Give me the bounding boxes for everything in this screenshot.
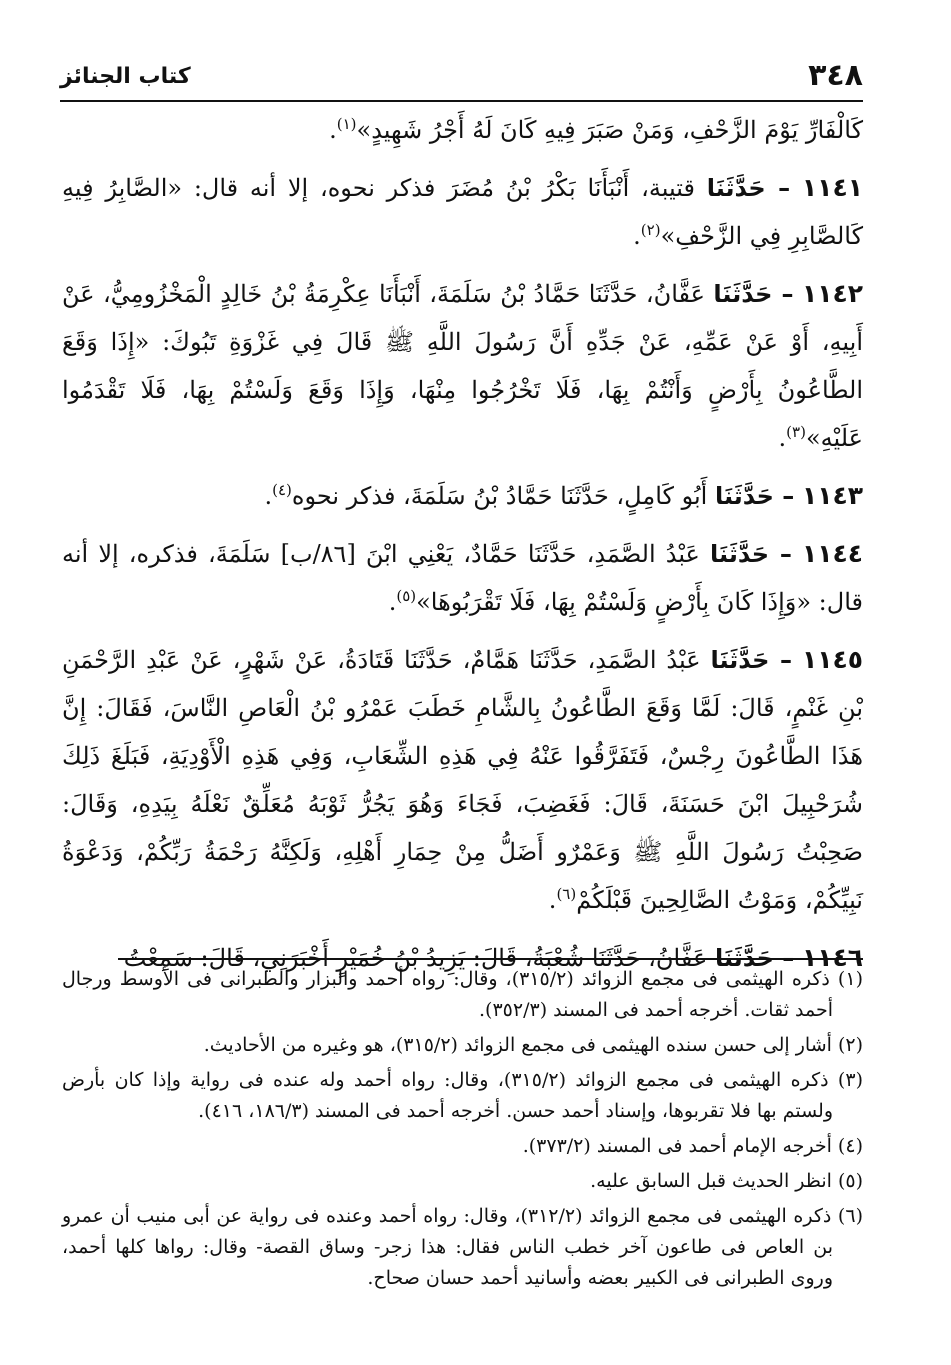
running-title: كتاب الجنائز <box>60 64 191 89</box>
hadith-text: عَفَّانُ، حَدَّثَنَا شُعْبَةُ، قَالَ: يَزِيدُ بْنُ خُمَيْرٍ أَخْبَرَنِي، قَالَ: سَمِعْتُ <box>123 944 708 972</box>
footnote-ref: (١) <box>336 115 357 133</box>
hadith-1141: ١١٤١ – حَدَّثَنَا قتيبة، أَنْبَأَنَا بَكْرُ بْنُ مُضَرَ فذكر نحوه، إلا أنه قال: «الصَّابِرُ فِيهِ كَالصَّابِرِ فِي الزَّحْفِ»$^{(٢)}$. <box>62 173 863 250</box>
footnote-ref: (٢) <box>640 221 661 239</box>
hadith-lead: – حَدَّثَنَا <box>714 482 795 510</box>
footnote-5: (٥) انظر الحديث قبل السابق عليه. <box>590 1170 863 1192</box>
hadith-text: أَبُو كَامِلٍ، حَدَّثَنَا حَمَّادُ بْنُ سَلَمَةَ، فذكر نحوه <box>291 482 708 510</box>
footnote-ref: (٦) <box>556 885 577 903</box>
footnote-6: (٦) ذكره الهيثمى فى مجمع الزوائد (٣١٢/٢)، وقال: رواه أحمد وعنده فى رواية عن أبى منيب أن عمرو بن العاص فى طاعون آخر خطب الناس فقال: هذا زجر- وساق القصة- وقال: رواها كلها أحمد، وروى الطبرانى فى الكبير بعضه وأسانيد أحمد حسان صحاح. <box>62 1205 863 1289</box>
hadith-number: ١١٤٦ <box>801 943 863 972</box>
footnote-2: (٢) أشار إلى حسن سنده الهيثمى فى مجمع الزوائد (٣١٥/٢)، هو وغيره من الأحاديث. <box>203 1034 863 1056</box>
hadith-number: ١١٤٣ <box>801 481 863 510</box>
hadith-text: عَفَّانُ، حَدَّثَنَا حَمَّادُ بْنُ سَلَمَةَ، أَنْبَأَنَا عِكْرِمَةُ بْنُ خَالِدٍ الْمَخْزُومِيُّ، عَنْ أَبِيهِ، أَوْ عَنْ عَمِّهِ، عَنْ جَدِّهِ أَنَّ رَسُولَ اللَّهِ ﷺ قَالَ فِي غَزْوَةِ تَبُوكَ: «إِذَا وَقَعَ الطَّاعُونُ بِأَرْضٍ وَأَنْتُمْ بِهَا، فَلَا تَخْرُجُوا مِنْهَا، وَإِذَا وَقَعَ وَلَسْتُمْ بِهَا، فَلَا تَقْدَمُوا عَلَيْهِ» <box>62 280 863 452</box>
hadith-number: ١١٤٢ <box>801 279 863 308</box>
hadith-text: كَالْفَارِّ يَوْمَ الزَّحْفِ، وَمَنْ صَبَرَ فِيهِ كَانَ لَهُ أَجْرُ شَهِيدٍ» <box>356 116 863 144</box>
hadith-1144: ١١٤٤ – حَدَّثَنَا عَبْدُ الصَّمَدِ، حَدَّثَنَا حَمَّادٌ، يَعْنِي ابْنَ [٨٦/ب] سَلَمَةَ، فذكره، إلا أنه قال: «وَإِذَا كَانَ بِأَرْضٍ وَلَسْتُمْ بِهَا، فَلَا تَقْرَبُوهَا»$^{(٥)}$. <box>62 539 864 616</box>
hadith-lead: – حَدَّثَنَا <box>714 944 795 972</box>
hadith-number: ١١٤٥ <box>801 645 863 674</box>
hadith-number: ١١٤١ <box>801 173 863 202</box>
hadith-continuation: كَالْفَارِّ يَوْمَ الزَّحْفِ، وَمَنْ صَبَرَ فِيهِ كَانَ لَهُ أَجْرُ شَهِيدٍ»$^{(١)}$. <box>329 115 863 144</box>
footnote-ref: (٥) <box>396 587 417 605</box>
hadith-1142: ١١٤٢ – حَدَّثَنَا عَفَّانُ، حَدَّثَنَا حَمَّادُ بْنُ سَلَمَةَ، أَنْبَأَنَا عِكْرِمَةُ بْنُ خَالِدٍ الْمَخْزُومِيُّ، عَنْ أَبِيهِ، أَوْ عَنْ عَمِّهِ، عَنْ جَدِّهِ أَنَّ رَسُولَ اللَّهِ ﷺ قَالَ فِي غَزْوَةِ تَبُوكَ: «إِذَا وَقَعَ الطَّاعُونُ بِأَرْضٍ وَأَنْتُمْ بِهَا، فَلَا تَخْرُجُوا مِنْهَا، وَإِذَا وَقَعَ وَلَسْتُمْ بِهَا، فَلَا تَقْدَمُوا عَلَيْهِ»$^{(٣)}$. <box>62 279 863 452</box>
hadith-lead: – حَدَّثَنَا <box>706 174 791 202</box>
footnote-1: (١) ذكره الهيثمى فى مجمع الزوائد (٣١٥/٢)، وقال: رواه أحمد والبزار والطبرانى فى الأوسط ورجال أحمد ثقات. أخرجه أحمد فى المسند (٣٥٢/٣). <box>62 968 863 1021</box>
hadith-lead: – حَدَّثَنَا <box>710 646 793 674</box>
hadith-number: ١١٤٤ <box>801 539 864 568</box>
page-number: ٣٤٨ <box>808 58 863 93</box>
footnote-3: (٣) ذكره الهيثمى فى مجمع الزوائد (٣١٥/٢)، وقال: رواه أحمد وله عنده فى رواية وإذا كان بأرض ولستم بها فلا تقربوها، وإسناد أحمد حسن. أخرجه أحمد فى المسند (١٨٦/٣، ٤١٦). <box>62 1069 863 1122</box>
footnotes <box>62 964 863 1298</box>
hadith-1145: ١١٤٥ – حَدَّثَنَا عَبْدُ الصَّمَدِ، حَدَّثَنَا هَمَّامٌ، حَدَّثَنَا قَتَادَةُ، عَنْ شَهْرٍ، عَنْ عَبْدِ الرَّحْمَنِ بْنِ غَنْمٍ، قَالَ: لَمَّا وَقَعَ الطَّاعُونُ بِالشَّامِ خَطَبَ عَمْرُو بْنُ الْعَاصِ النَّاسَ، فَقَالَ: إِنَّ هَذَا الطَّاعُونَ رِجْسٌ، فَتَفَرَّقُوا عَنْهُ فِي هَذِهِ الشِّعَابِ، وَفِي هَذِهِ الْأَوْدِيَةِ، فَبَلَغَ ذَلِكَ شُرَحْبِيلَ ابْنَ حَسَنَةَ، قَالَ: فَغَضِبَ، فَجَاءَ وَهُوَ يَجُرُّ ثَوْبَهُ مُعَلِّقٌ نَعْلَهُ بِيَدِهِ، وَقَالَ: صَحِبْتُ رَسُولَ اللَّهِ ﷺ وَعَمْرٌو أَضَلُّ مِنْ حِمَارِ أَهْلِهِ، وَلَكِنَّهُ رَحْمَةُ رَبِّكُمْ، وَدَعْوَةُ نَبِيِّكُمْ، وَمَوْتُ الصَّالِحِينَ قَبْلَكُمْ$^{(٦)}$. <box>62 645 863 914</box>
footnote-4: (٤) أخرجه الإمام أحمد فى المسند (٣٧٣/٢). <box>522 1135 863 1157</box>
footnote-ref: (٣) <box>786 423 806 441</box>
footnote-ref: (٤) <box>272 481 292 499</box>
hadith-text: قتيبة، أَنْبَأَنَا بَكْرُ بْنُ مُضَرَ فذكر نحوه، إلا أنه قال: «الصَّابِرُ فِيهِ كَالصَّابِرِ فِي الزَّحْفِ» <box>62 174 863 250</box>
hadith-text: عَبْدُ الصَّمَدِ، حَدَّثَنَا هَمَّامٌ، حَدَّثَنَا قَتَادَةُ، عَنْ شَهْرٍ، عَنْ عَبْدِ الرَّحْمَنِ بْنِ غَنْمٍ، قَالَ: لَمَّا وَقَعَ الطَّاعُونُ بِالشَّامِ خَطَبَ عَمْرُو بْنُ الْعَاصِ النَّاسَ، فَقَالَ: إِنَّ هَذَا الطَّاعُونَ رِجْسٌ، فَتَفَرَّقُوا عَنْهُ فِي هَذِهِ الشِّعَابِ، وَفِي هَذِهِ الْأَوْدِيَةِ، فَبَلَغَ ذَلِكَ شُرَحْبِيلَ ابْنَ حَسَنَةَ، قَالَ: فَغَضِبَ، فَجَاءَ وَهُوَ يَجُرُّ ثَوْبَهُ مُعَلِّقٌ نَعْلَهُ بِيَدِهِ، وَقَالَ: صَحِبْتُ رَسُولَ اللَّهِ ﷺ وَعَمْرٌو أَضَلُّ مِنْ حِمَارِ أَهْلِهِ، وَلَكِنَّهُ رَحْمَةُ رَبِّكُمْ، وَدَعْوَةُ نَبِيِّكُمْ، وَمَوْتُ الصَّالِحِينَ قَبْلَكُمْ <box>62 646 863 914</box>
footnote-divider <box>118 958 863 960</box>
hadith-1143: ١١٤٣ – حَدَّثَنَا أَبُو كَامِلٍ، حَدَّثَنَا حَمَّادُ بْنُ سَلَمَةَ، فذكر نحوه$^{(٤)}$. <box>264 481 863 510</box>
hadith-lead: – حَدَّثَنَا <box>713 280 794 308</box>
main-text <box>62 106 863 992</box>
hadith-lead: – حَدَّثَنَا <box>710 540 792 568</box>
page-header <box>60 58 863 102</box>
hadith-text: عَبْدُ الصَّمَدِ، حَدَّثَنَا حَمَّادٌ، يَعْنِي ابْنَ [٨٦/ب] سَلَمَةَ، فذكره، إلا أنه قال: «وَإِذَا كَانَ بِأَرْضٍ وَلَسْتُمْ بِهَا، فَلَا تَقْرَبُوهَا» <box>62 540 863 616</box>
